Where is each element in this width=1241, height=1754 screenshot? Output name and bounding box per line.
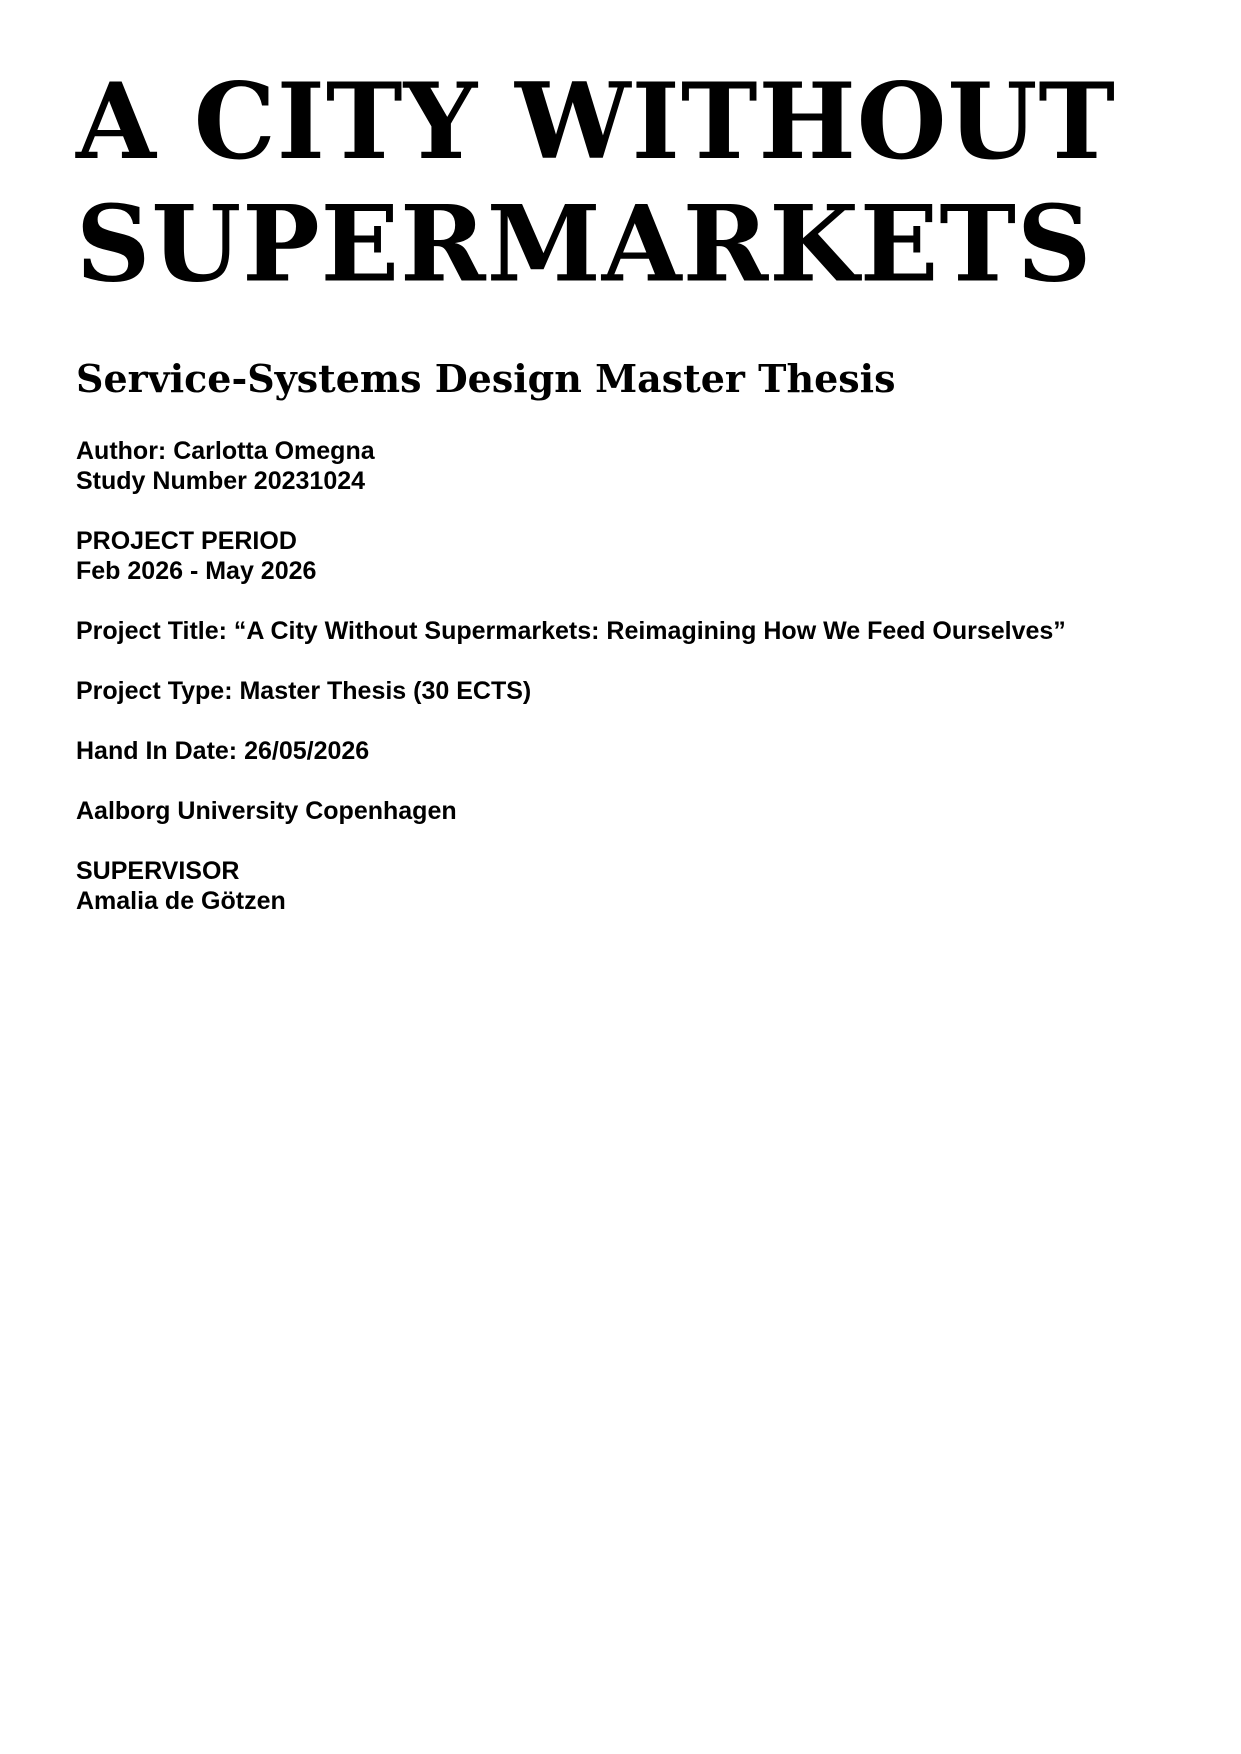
author-line: Author: Carlotta Omegna <box>76 437 375 465</box>
document-page <box>76 0 1176 1754</box>
hand-in-date-line: Hand In Date: 26/05/2026 <box>76 737 370 765</box>
study-number-line: Study Number 20231024 <box>76 467 366 495</box>
project-title-line: Project Title: “A City Without Supermarkets: Reimagining How We Feed Ourselves” <box>76 617 1066 645</box>
project-period-label: PROJECT PERIOD <box>76 527 297 555</box>
project-period-block <box>76 526 1176 586</box>
document-title-line-1: A CITY WITHOUT <box>76 60 1116 184</box>
document-subtitle: Service-Systems Design Master Thesis <box>76 356 896 401</box>
document-title <box>76 0 1176 306</box>
document-metadata <box>76 436 1176 916</box>
project-type-line: Project Type: Master Thesis (30 ECTS) <box>76 677 532 705</box>
document-title-line-2: SUPERMARKETS <box>76 182 1093 306</box>
supervisor-name: Amalia de Götzen <box>76 887 286 915</box>
supervisor-label: SUPERVISOR <box>76 857 240 885</box>
supervisor-block <box>76 856 1176 916</box>
university-line: Aalborg University Copenhagen <box>76 797 457 825</box>
author-block <box>76 436 1176 496</box>
project-period-value: Feb 2026 - May 2026 <box>76 557 317 585</box>
